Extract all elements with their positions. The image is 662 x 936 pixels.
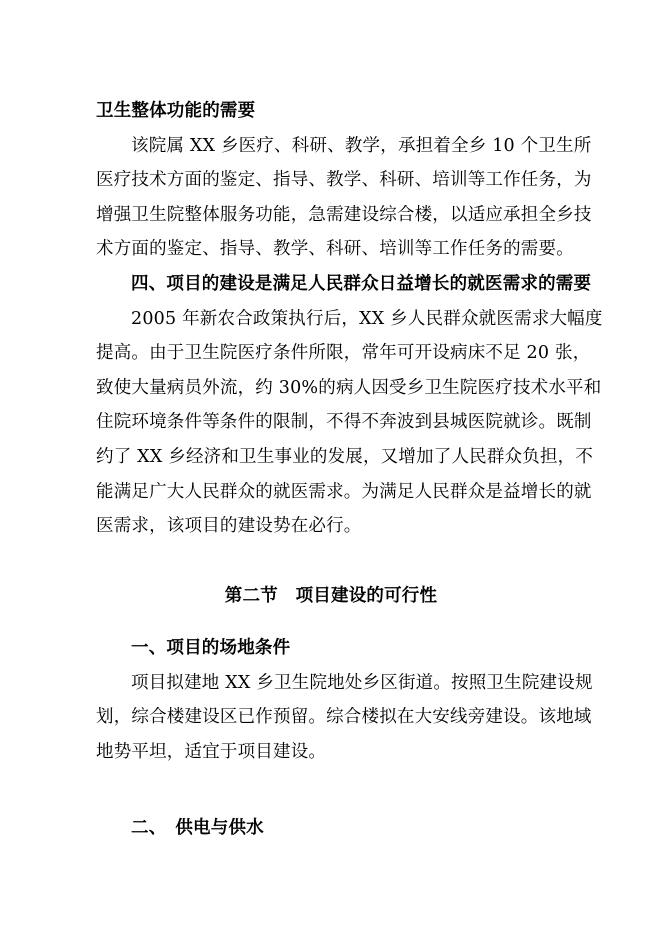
paragraph-line: 约了 XX 乡经济和卫生事业的发展，又增加了人民群众负担，不 (96, 447, 594, 467)
paragraph-line: 医疗技术方面的鉴定、指导、教学、科研、培训等工作任务，为 (96, 170, 592, 190)
paragraph-line: 致使大量病员外流，约 30%的病人因受乡卫生院医疗技术水平和 (96, 378, 602, 398)
subsection-heading-2: 二、 供电与供水 (131, 818, 264, 838)
section-title: 第二节 项目建设的可行性 (224, 586, 438, 606)
paragraph-line: 划，综合楼建设区已作预留。综合楼拟在大安线旁建设。该地域 (96, 707, 592, 727)
paragraph-line: 医需求，该项目的建设势在必行。 (96, 516, 362, 536)
paragraph-line: 能满足广大人民群众的就医需求。为满足人民群众是益增长的就 (96, 482, 592, 502)
paragraph-line: 项目拟建地 XX 乡卫生院地处乡区街道。按照卫生院建设规 (131, 673, 593, 693)
section-heading-4: 四、项目的建设是满足人民群众日益增长的就医需求的需要 (131, 274, 592, 294)
subsection-heading-1: 一、项目的场地条件 (131, 638, 291, 658)
paragraph-line: 该院属 XX 乡医疗、科研、教学，承担着全乡 10 个卫生所 (131, 136, 592, 156)
paragraph-line: 术方面的鉴定、指导、教学、科研、培训等工作任务的需要。 (96, 239, 574, 259)
section-heading-tail: 卫生整体功能的需要 (96, 101, 256, 121)
paragraph-line: 提高。由于卫生院医疗条件所限，常年可开设病床不足 20 张， (96, 343, 591, 363)
paragraph-line: 增强卫生院整体服务功能，急需建设综合楼，以适应承担全乡技 (96, 205, 592, 225)
paragraph-line: 2005 年新农合政策执行后，XX 乡人民群众就医需求大幅度 (131, 309, 603, 329)
paragraph-line: 住院环境条件等条件的限制，不得不奔波到县城医院就诊。既制 (96, 412, 592, 432)
paragraph-line: 地势平坦，适宜于项目建设。 (96, 742, 327, 762)
